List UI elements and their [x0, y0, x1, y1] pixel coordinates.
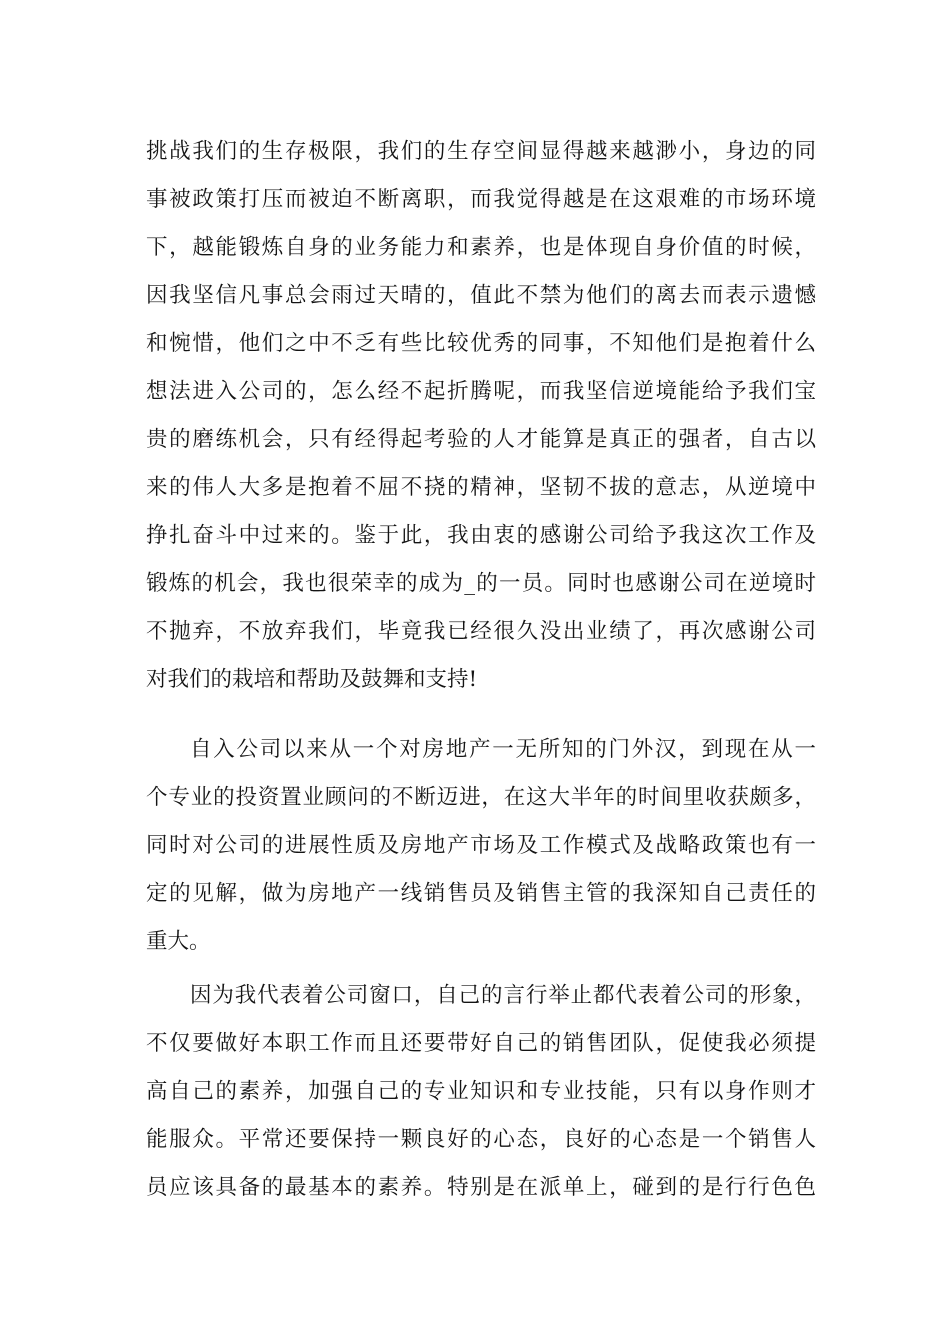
paragraph-1-line-3: 下，越能锻炼自身的业务能力和素养，也是体现自身价值的时候， [146, 235, 816, 260]
paragraph-3-line-2: 不仅要做好本职工作而且还要带好自己的销售团队，促使我必须提 [146, 1031, 816, 1056]
paragraph-1-line-9: 挣扎奋斗中过来的。鉴于此，我由衷的感谢公司给予我这次工作及 [146, 523, 816, 548]
paragraph-3-line-4: 能服众。平常还要保持一颗良好的心态，良好的心态是一个销售人 [146, 1127, 816, 1152]
paragraph-1-line-1: 挑战我们的生存极限，我们的生存空间显得越来越渺小，身边的同 [146, 139, 816, 164]
paragraph-1-line-4: 因我坚信凡事总会雨过天晴的，值此不禁为他们的离去而表示遗憾 [146, 283, 816, 308]
paragraph-1-line-11: 不抛弃，不放弃我们，毕竟我已经很久没出业绩了，再次感谢公司 [146, 619, 816, 644]
paragraph-2-line-3: 同时对公司的进展性质及房地产市场及工作模式及战略政策也有一 [146, 833, 816, 858]
paragraph-1-line-7: 贵的磨练机会，只有经得起考验的人才能算是真正的强者，自古以 [146, 427, 816, 452]
paragraph-2-line-1: 自入公司以来从一个对房地产一无所知的门外汉，到现在从一 [190, 737, 816, 762]
paragraph-1-line-6: 想法进入公司的，怎么经不起折腾呢，而我坚信逆境能给予我们宝 [146, 379, 816, 404]
paragraph-1-line-5: 和惋惜，他们之中不乏有些比较优秀的同事，不知他们是抱着什么 [146, 331, 816, 356]
paragraph-2-line-5: 重大。 [146, 929, 211, 954]
paragraph-1-line-10: 锻炼的机会，我也很荣幸的成为_的一员。同时也感谢公司在逆境时 [146, 571, 816, 596]
paragraph-1-line-2: 事被政策打压而被迫不断离职，而我觉得越是在这艰难的市场环境 [146, 187, 816, 212]
paragraph-2-line-4: 定的见解，做为房地产一线销售员及销售主管的我深知自己责任的 [146, 881, 816, 906]
paragraph-1-line-8: 来的伟人大多是抱着不屈不挠的精神，坚韧不拔的意志，从逆境中 [146, 475, 816, 500]
paragraph-3-line-5: 员应该具备的最基本的素养。特别是在派单上，碰到的是行行色色 [146, 1175, 816, 1200]
paragraph-2-line-2: 个专业的投资置业顾问的不断迈进，在这大半年的时间里收获颇多， [146, 785, 816, 810]
paragraph-3-line-3: 高自己的素养，加强自己的专业知识和专业技能，只有以身作则才 [146, 1079, 816, 1104]
paragraph-1-line-12: 对我们的栽培和帮助及鼓舞和支持! [146, 667, 478, 692]
paragraph-3-line-1: 因为我代表着公司窗口，自己的言行举止都代表着公司的形象， [190, 983, 816, 1008]
